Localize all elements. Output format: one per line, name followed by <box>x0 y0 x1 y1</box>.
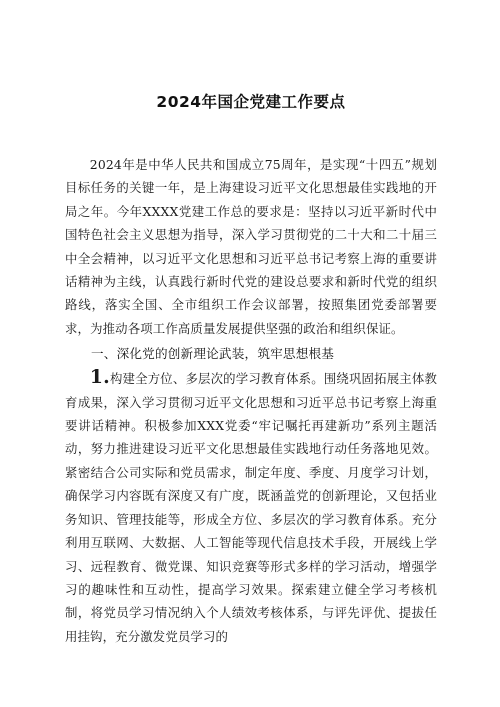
intro-paragraph: 2024年是中华人民共和国成立75周年，是实现“十四五”规划目标任务的关键一年，是上海建设习近平文化思想最佳实践地的开局之年。今年XXXX党建工作总的要求是：坚持以习近平新时代中国特色社会主义思想为指导，深入学习贯彻党的二十大和二十届三中全会精神，以习近平文化思想和习近平总书记考察上海的重要讲话精神为主线，认真践行新时代党的建设总要求和新时代党的组织路线，落实全国、全市组织工作会议部署，按照集团党委部署要求，为推动各项工作高质量发展提供坚强的政治和组织保证。 <box>65 157 437 336</box>
document-title: 2024年国企党建工作要点 <box>156 93 346 111</box>
item-text: 构建全方位、多层次的学习教育体系。围绕巩固拓展主体教育成果，深入学习贯彻习近平文化思想和习近平总书记考察上海重要讲话精神。积极参加XXX党委“牢记嘱托再建新功”系列主题活动，努力推进建设习近平文化思想最佳实践地行动任务落地见效。紧密结合公司实际和党员需求，制定年度、季度、月度学习计划，确保学习内容既有深度又有广度，既涵盖党的创新理论，又包括业务知识、管理技能等，形成全方位、多层次的学习教育体系。充分利用互联网、大数据、人工智能等现代信息技术手段，开展线上学习、远程教育、微党课、知识竞赛等形式多样的学习活动，增强学习的趣味性和互动性，提高学习效果。探索建立健全学习考核机制，将党员学习情况纳入个人绩效考核体系，与评先评优、提拔任用挂钩，充分激发党员学习的 <box>65 371 437 644</box>
section-heading: 一、深化党的创新理论武装，筑牢思想根基 <box>91 346 335 362</box>
list-item <box>65 367 437 648</box>
item-number: 1. <box>89 366 110 389</box>
